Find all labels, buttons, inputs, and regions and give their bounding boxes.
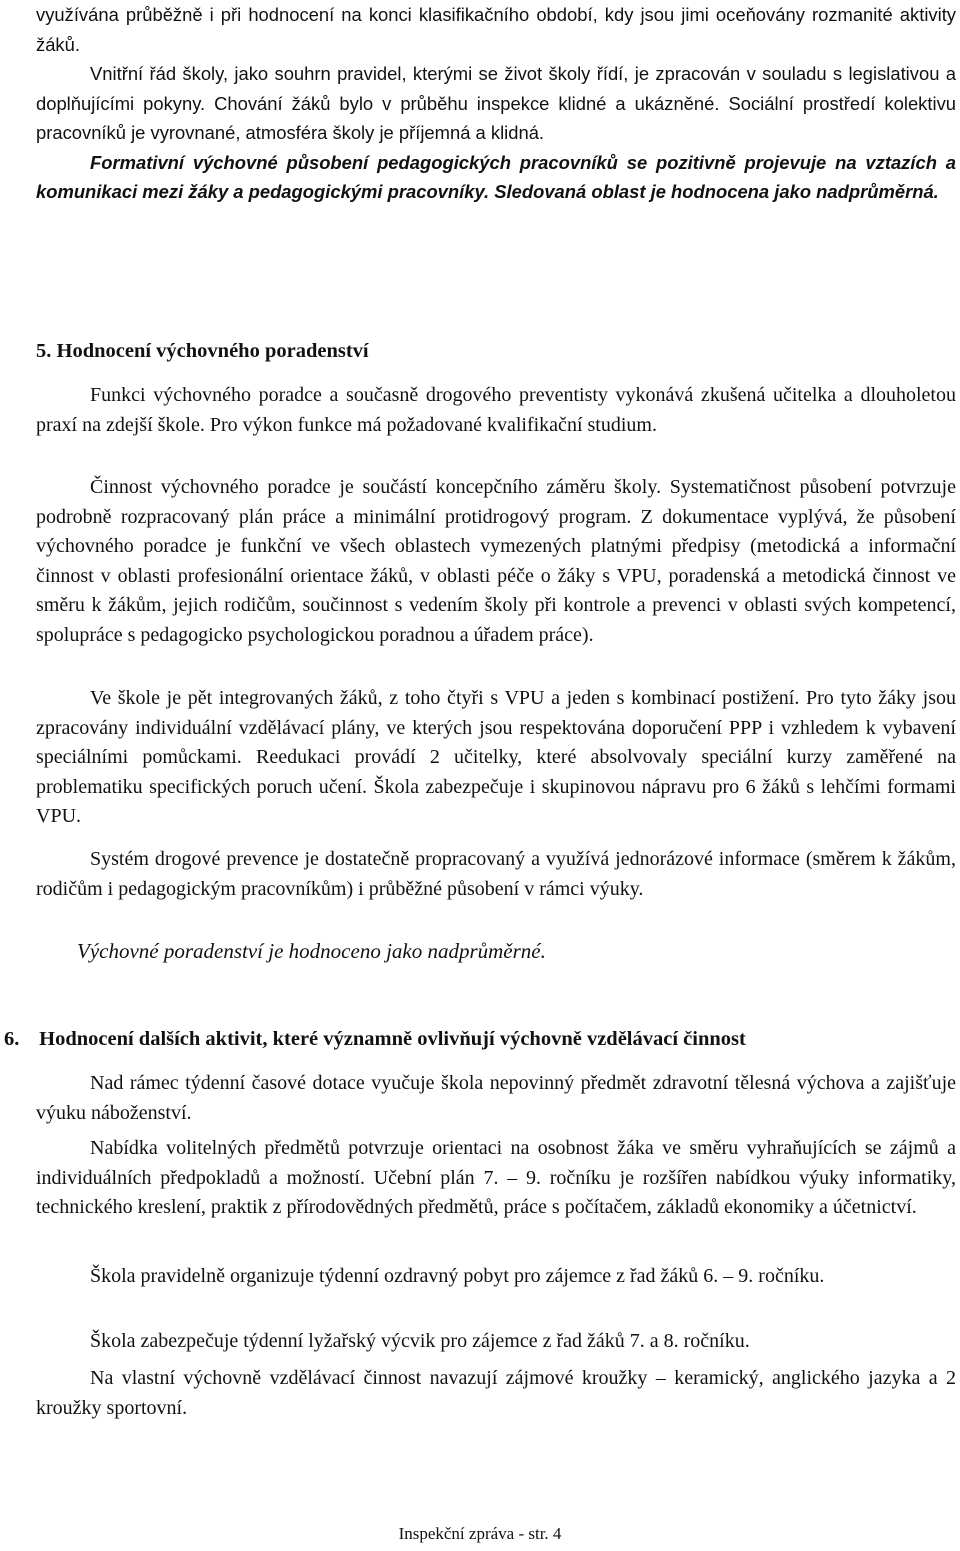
section-5-body: [36, 381, 956, 440]
paragraph-elective-subjects: Nabídka volitelných předmětů potvrzuje orientaci na osobnost žáka ve směru vyhraňujících se zájmů a individuálních předpokladů a možností. Učební plán 7. – 9. ročníku je rozšířen nabídkou výuky informatiky, technického kreslení, praktik z přírodovědných předmětů, práce s počítačem, základů ekonomiky a účetnictví.: [36, 1137, 956, 1218]
paragraph-advisor-function: Funkci výchovného poradce a současně drogového preventisty vykonává zkušená učitelka a dlouholetou praxí na zdejší škole. Pro výkon funkce má požadované kvalifikační studium.: [36, 384, 956, 436]
section-6-body-2: [36, 1134, 956, 1223]
paragraph-extra-subjects: Nad rámec týdenní časové dotace vyučuje škola nepovinný předmět zdravotní tělesná výchova a zajišťuje výuku náboženství.: [36, 1072, 956, 1124]
paragraph-integrated-pupils: Ve škole je pět integrovaných žáků, z toho čtyři s VPU a jeden s kombinací postižení. Pro tyto žáky jsou zpracovány individuální vzdělávací plány, ve kterých jsou respektována doporučení PPP i vzhledem k vybavení speciálními pomůckami. Reedukaci provádí 2 učitelky, které absolvovaly speciální kurzy zaměřené na problematiku specifických poruch učení. Škola zabezpečuje i skupinovou nápravu pro 6 žáků s lehčími formami VPU.: [36, 687, 956, 827]
school-rules-text: Vnitřní řád školy, jako souhrn pravidel, kterými se život školy řídí, je zpracován v souladu s legislativou a doplňujícími pokyny. Chování žáků bylo v průběhu inspekce klidné a ukázněné.: [36, 63, 956, 114]
section-6-body-4: [36, 1327, 956, 1357]
section-6-heading: [4, 1025, 746, 1054]
paragraph-school-rules: [36, 59, 956, 148]
section-6-body-3: [36, 1262, 956, 1292]
section-5-heading: [36, 337, 369, 366]
section-6-body-5: [36, 1364, 956, 1423]
section-6-body-1: [36, 1069, 956, 1128]
section-5-conclusion: [77, 937, 960, 967]
section-5-body-4: [36, 845, 956, 904]
intro-block: [36, 0, 956, 207]
section-5-title: Hodnocení výchovného poradenství: [56, 340, 369, 362]
paragraph-formative-evaluation: Formativní výchovné působení pedagogických pracovníků se pozitivně projevuje na vztazích a komunikaci mezi žáky a pedagogickými pracovníky. Sledovaná oblast je hodnocena jako nadprůměrná.: [36, 151, 956, 202]
paragraph-advisor-activity: Činnost výchovného poradce je součástí koncepčního záměru školy. Systematičnost působení potvrzuje podrobně rozpracovaný plán práce a minimální protidrogový program. Z dokumentace vyplývá, že působení výchovného poradce je funkční ve všech oblastech vymezených platnými předpisy (metodická a informační činnost v oblasti profesionální orientace žáků, v oblasti péče o žáky s VPU, poradenská a metodická činnost ve směru k žákům, jejich rodičům, součinnost s vedením školy při kontrole a prevenci v oblasti svých kompetencí, spolupráce s pedagogicko psychologickou poradnou a úřadem práce).: [36, 476, 956, 646]
paragraph-section-5-conclusion: Výchovné poradenství je hodnoceno jako nadprůměrné.: [77, 939, 546, 963]
section-5-number: 5.: [36, 340, 52, 362]
paragraph-drug-prevention: Systém drogové prevence je dostatečně propracovaný a využívá jednorázové informace (směrem k žákům, rodičům i pedagogickým pracovníkům) i průběžné působení v rámci výuky.: [36, 848, 956, 900]
paragraph-classification: využívána průběžně i při hodnocení na konci klasifikačního období, kdy jsou jimi oceňovány rozmanité aktivity žáků.: [36, 4, 956, 55]
paragraph-ski-course: Škola zabezpečuje týdenní lyžařský výcvik pro zájemce z řad žáků 7. a 8. ročníku.: [90, 1330, 750, 1352]
social-environment-text: Sociální prostředí kolektivu pracovníků je vyrovnané, atmosféra školy je příjemná a klidná.: [36, 92, 956, 143]
section-6-title: Hodnocení dalších aktivit, které významně ovlivňují výchovně vzdělávací činnost: [39, 1028, 746, 1050]
section-6-number: 6.: [4, 1028, 20, 1050]
page-footer: Inspekční zpráva - str. 4: [398, 1524, 562, 1543]
section-5-body-2: [36, 473, 956, 650]
paragraph-clubs: Na vlastní výchovně vzdělávací činnost navazují zájmové kroužky – keramický, anglického jazyka a 2 kroužky sportovní.: [36, 1367, 956, 1419]
section-5-body-3: [36, 684, 956, 832]
paragraph-health-stay: Škola pravidelně organizuje týdenní ozdravný pobyt pro zájemce z řad žáků 6. – 9. ročníku.: [90, 1265, 825, 1287]
